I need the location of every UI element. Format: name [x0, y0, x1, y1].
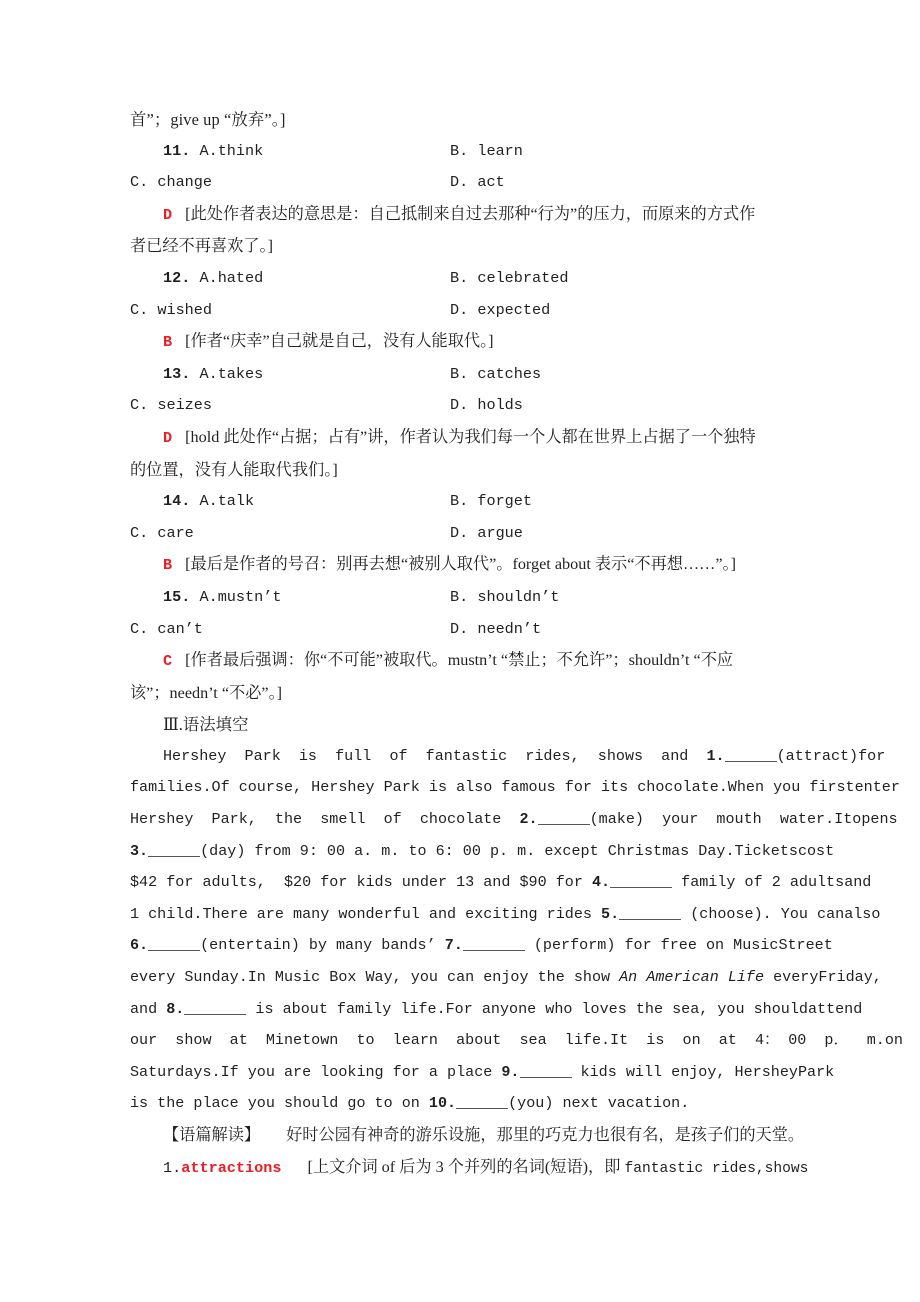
question-15-explanation-text-1: [作者最后强调：你“不可能”被取代。mustn’t “禁止；不允许”；shouldn’t “不应 — [185, 651, 734, 670]
question-12-option-b[interactable]: B. celebrated — [450, 268, 569, 287]
reading-note — [130, 1120, 822, 1152]
passage-line-3: Hershey Park, the smell of chocolate 2. (make) your mouth water.It opens — [130, 810, 898, 829]
question-12-answer-letter: B — [163, 333, 173, 352]
question-13-option-a-label: A.takes — [199, 364, 264, 383]
question-15-option-d[interactable]: D. needn’t — [450, 619, 542, 638]
blank-8[interactable] — [184, 999, 246, 1015]
question-11-option-a-label: A.think — [199, 141, 264, 160]
blank-1[interactable] — [725, 746, 777, 762]
question-14-option-c[interactable]: C. care — [130, 523, 194, 542]
question-row-12-second — [130, 295, 822, 327]
question-11-option-a[interactable] — [163, 136, 263, 168]
question-12-number: 12. — [163, 268, 191, 287]
question-11-explanation-line-1 — [130, 199, 822, 232]
blank-9[interactable] — [520, 1062, 572, 1078]
passage-line-1: Hershey Park is full of fantastic rides, shows and 1. (attract) for — [163, 746, 886, 765]
passage-line-8: every Sunday.In Music Box Way, you can enjoy the show An American Life every Friday, — [130, 968, 882, 987]
question-12-option-a[interactable] — [163, 263, 263, 295]
question-13-explanation-line-1 — [130, 422, 822, 455]
answer-item-1-index: 1. — [163, 1158, 182, 1177]
blank-6[interactable] — [148, 935, 200, 951]
question-14-explanation-line-1 — [130, 549, 822, 582]
question-14-option-a-label: A.talk — [199, 492, 255, 511]
question-12-explanation-text-1: [作者“庆幸”自己就是自己，没有人能取代。] — [185, 332, 494, 351]
question-15-answer-letter: C — [163, 652, 173, 671]
continued-explanation-line: 首”；give up “放弃”。] — [130, 110, 286, 129]
question-row-14-second — [130, 518, 822, 550]
question-14-option-d[interactable]: D. argue — [450, 523, 523, 542]
question-11-explanation-text-1: [此处作者表达的意思是：自己抵制来自过去那种“行为”的压力，而原来的方式作 — [185, 204, 756, 223]
question-13-number: 13. — [163, 364, 191, 383]
answer-item-1-explanation-cn: [上文介词 of 后为 3 个并列的名词(短语)，即 — [307, 1157, 625, 1176]
question-row-13-second — [130, 390, 822, 422]
question-13-explanation-line-2: 的位置，没有人能取代我们。] — [130, 460, 338, 479]
blank-7[interactable] — [463, 935, 525, 951]
section-heading-grammar-fill: Ⅲ.语法填空 — [163, 715, 249, 735]
blank-4[interactable] — [610, 872, 672, 888]
question-12-option-c[interactable]: C. wished — [130, 300, 213, 319]
question-11-answer-letter: D — [163, 205, 173, 224]
answer-item-1-word: attractions — [181, 1158, 282, 1177]
question-13-answer-letter: D — [163, 428, 173, 447]
question-15-option-b[interactable]: B. shouldn’t — [450, 587, 560, 606]
passage-line-5: $42 for adults, $20 for kids under 13 and $90 for 4. family of 2 adults and — [130, 873, 872, 892]
reading-note-text: 好时公园有神奇的游乐设施，那里的巧克力也很有名，是孩子们的天堂。 — [286, 1126, 805, 1144]
question-row-12 — [130, 263, 822, 295]
page-content — [130, 104, 903, 1185]
passage-line-6: 1 child.There are many wonderful and exciting rides 5. (choose). You can also — [130, 904, 881, 923]
question-15-option-c[interactable]: C. can’t — [130, 619, 203, 638]
question-15-option-a-label: A.mustn’t — [199, 587, 282, 606]
question-row-15 — [130, 582, 822, 614]
question-14-answer-letter: B — [163, 556, 173, 575]
reading-note-label: 【语篇解读】 — [163, 1126, 261, 1144]
question-15-explanation-line-2: 该”；needn’t “不必”。] — [130, 683, 283, 702]
question-13-option-c[interactable]: C. seizes — [130, 396, 213, 415]
passage-line-7: 6. (entertain) by many bands’ 7. (perform) for free on Music Street — [130, 936, 833, 955]
answer-item-1-explanation-en: fantastic rides,shows — [624, 1160, 809, 1177]
question-14-number: 14. — [163, 492, 191, 511]
question-row-11-second — [130, 167, 822, 199]
question-row-15-second — [130, 614, 822, 646]
blank-2[interactable] — [538, 809, 590, 825]
question-13-explanation-text-1: [hold 此处作“占据；占有”讲，作者认为我们每一个人都在世界上占据了一个独特 — [185, 427, 756, 446]
question-12-option-a-label: A.hated — [199, 268, 264, 287]
question-14-option-b[interactable]: B. forget — [450, 492, 533, 511]
passage-line-11: Saturdays.If you are looking for a place 9. kids will enjoy, Hershey Park — [130, 1062, 835, 1081]
passage-line-10: our show at Minetown to learn about sea life.It is on at 4： 00 p． m. on — [130, 1031, 903, 1050]
question-row-13 — [130, 359, 822, 391]
question-14-explanation-text-1: [最后是作者的号召：别再去想“被别人取代”。forget about 表示“不再想……”。] — [185, 555, 737, 574]
question-15-explanation-line-1 — [130, 645, 822, 678]
show-title-an-american-life: An American Life — [619, 968, 765, 987]
answer-item-1 — [130, 1152, 822, 1186]
question-12-option-d[interactable]: D. expected — [450, 300, 551, 319]
passage-line-2: families.Of course, Hershey Park is also famous for its chocolate.When you first enter — [130, 778, 900, 797]
question-14-option-a[interactable] — [163, 486, 254, 518]
question-row-14 — [130, 486, 822, 518]
question-11-option-b[interactable]: B. learn — [450, 141, 523, 160]
question-15-number: 15. — [163, 587, 191, 606]
question-11-number: 11. — [163, 141, 191, 160]
passage-line-4: 3. (day) from 9: 00 a. m. to 6: 00 p. m. except Christmas Day.Tickets cost — [130, 841, 835, 860]
blank-5[interactable] — [619, 904, 681, 920]
passage-line-12: is the place you should go to on 10. (you) next vacation. — [130, 1094, 690, 1113]
passage-line-9: and 8. is about family life.For anyone who loves the sea, you should attend — [130, 999, 863, 1018]
question-15-option-a[interactable] — [163, 582, 282, 614]
grammar-fill-passage — [130, 741, 903, 1120]
question-11-option-c[interactable]: C. change — [130, 173, 213, 192]
question-13-option-a[interactable] — [163, 359, 263, 391]
blank-3[interactable] — [148, 841, 200, 857]
question-12-explanation-line-1 — [130, 326, 822, 359]
blank-10[interactable] — [456, 1093, 508, 1109]
question-13-option-b[interactable]: B. catches — [450, 364, 542, 383]
question-11-option-d[interactable]: D. act — [450, 173, 505, 192]
question-row-11 — [130, 136, 822, 168]
question-13-option-d[interactable]: D. holds — [450, 396, 523, 415]
question-11-explanation-line-2: 者已经不再喜欢了。] — [130, 237, 273, 256]
